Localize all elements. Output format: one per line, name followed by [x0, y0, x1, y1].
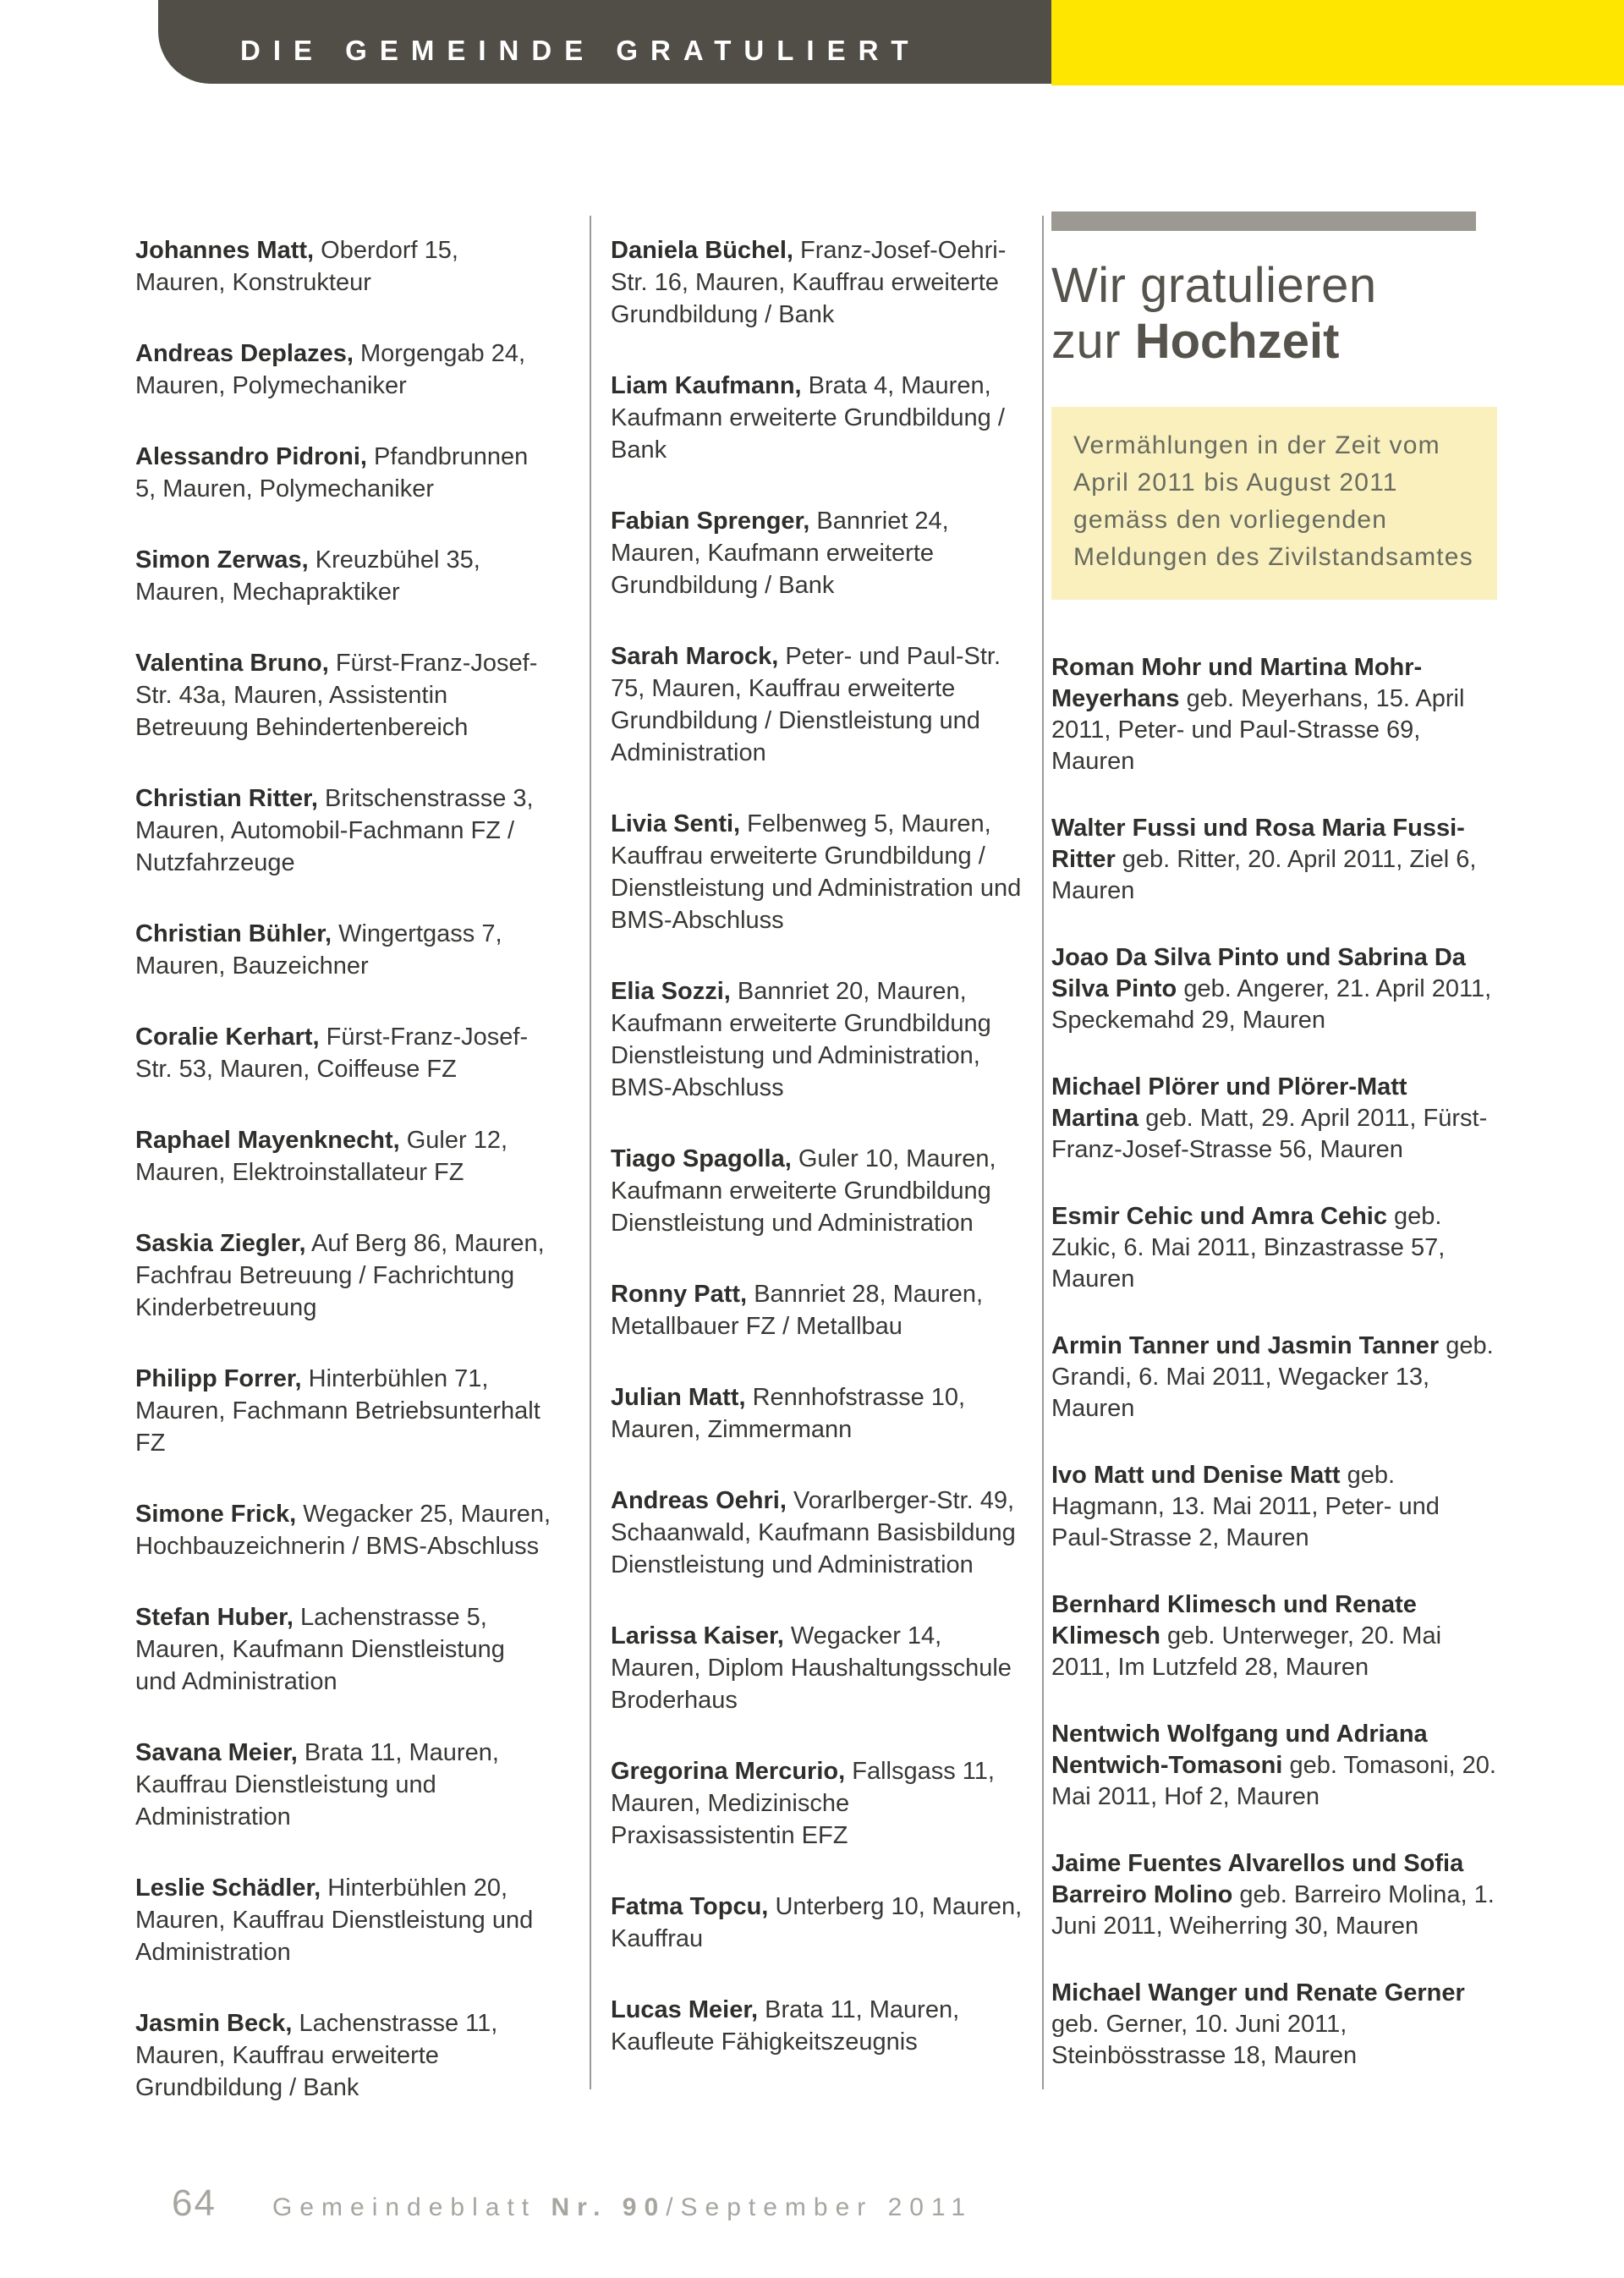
graduate-details: Lachenstrasse 11, Mauren, Kauffrau erweiterte Grundbildung / Bank: [135, 2010, 498, 2101]
graduate-name: Andreas Deplazes,: [135, 340, 354, 367]
wedding-couple-names: Nentwich Wolfgang und Adriana Nentwich-Tomasoni: [1051, 1721, 1428, 1779]
graduate-entry: [611, 1755, 1027, 1852]
wedding-entry: [1051, 1201, 1497, 1295]
graduate-details: Felbenweg 5, Mauren, Kauffrau erweiterte Grundbildung / Dienstleistung und Administration und BMS-Abschluss: [611, 810, 1022, 934]
wedding-entry: [1051, 1331, 1497, 1424]
graduate-entry: [611, 1381, 1027, 1446]
gray-accent-bar: [1051, 211, 1476, 231]
graduate-entry: [611, 640, 1027, 769]
graduates-column-2: [611, 234, 1027, 2097]
page-number: 64: [172, 2182, 217, 2224]
graduate-details: Britschenstrasse 3, Mauren, Automobil-Fachmann FZ / Nutzfahrzeuge: [135, 785, 534, 876]
wedding-details: geb. Matt, 29. April 2011, Fürst-Franz-Josef-Strasse 56, Mauren: [1051, 1105, 1488, 1163]
graduate-entry: [135, 544, 551, 608]
graduate-details: Wingertgass 7, Mauren, Bauzeichner: [135, 920, 502, 980]
weddings-heading-line2-light: zur: [1051, 314, 1122, 369]
wedding-details: geb. Ritter, 20. April 2011, Ziel 6, Mauren: [1051, 846, 1477, 904]
graduate-details: Rennhofstrasse 10, Mauren, Zimmermann: [611, 1384, 966, 1443]
wedding-couple-names: Esmir Cehic und Amra Cehic: [1051, 1203, 1387, 1230]
graduate-name: Christian Bühler,: [135, 920, 332, 947]
graduate-entry: [135, 1601, 551, 1698]
column-divider-right: [1042, 216, 1044, 2089]
graduate-entry: [611, 1143, 1027, 1239]
graduate-name: Saskia Ziegler,: [135, 1230, 306, 1257]
graduate-entry: [135, 441, 551, 505]
weddings-list: [1051, 652, 1497, 2072]
graduate-entry: [135, 918, 551, 982]
graduate-details: Bannriet 24, Mauren, Kaufmann erweiterte Grundbildung / Bank: [611, 508, 949, 599]
graduate-name: Larissa Kaiser,: [611, 1622, 784, 1649]
section-title: DIE GEMEINDE GRATULIERT: [240, 35, 921, 66]
graduate-entry: [135, 2007, 551, 2104]
graduate-details: Franz-Josef-Oehri-Str. 16, Mauren, Kauffrau erweiterte Grundbildung / Bank: [611, 237, 1007, 328]
wedding-entry: [1051, 813, 1497, 907]
graduate-name: Andreas Oehri,: [611, 1487, 787, 1514]
graduate-details: Pfandbrunnen 5, Mauren, Polymechaniker: [135, 443, 529, 502]
graduate-name: Lucas Meier,: [611, 1996, 759, 2023]
graduate-name: Valentina Bruno,: [135, 650, 329, 677]
graduate-name: Elia Sozzi,: [611, 978, 731, 1005]
graduate-details: Hinterbühlen 71, Mauren, Fachmann Betriebsunterhalt FZ: [135, 1365, 540, 1457]
wedding-couple-names: Ivo Matt und Denise Matt: [1051, 1462, 1341, 1489]
graduate-entry: [135, 1227, 551, 1324]
graduate-name: Leslie Schädler,: [135, 1875, 321, 1902]
graduate-name: Fatma Topcu,: [611, 1893, 769, 1920]
graduate-name: Julian Matt,: [611, 1384, 746, 1411]
wedding-details: geb. Barreiro Molina, 1. Juni 2011, Weiherring 30, Mauren: [1051, 1881, 1495, 1940]
graduate-name: Liam Kaufmann,: [611, 372, 802, 399]
graduate-entry: [135, 1872, 551, 1968]
wedding-couple-names: Walter Fussi und Rosa Maria Fussi-Ritter: [1051, 815, 1465, 873]
weddings-note-box: [1051, 407, 1497, 600]
graduate-name: Tiago Spagolla,: [611, 1145, 792, 1172]
wedding-entry: [1051, 1848, 1497, 1942]
weddings-column: [1051, 211, 1497, 2107]
graduate-entry: [611, 1994, 1027, 2058]
wedding-entry: [1051, 1460, 1497, 1554]
graduate-details: Brata 4, Mauren, Kaufmann erweiterte Grundbildung / Bank: [611, 372, 1005, 464]
yellow-corner-block: [1051, 0, 1624, 85]
graduate-name: Coralie Kerhart,: [135, 1024, 320, 1051]
wedding-details: geb. Angerer, 21. April 2011, Speckemahd 29, Mauren: [1051, 975, 1492, 1034]
graduate-entry: [611, 1278, 1027, 1342]
section-header-bar: [158, 0, 1051, 84]
graduate-entry: [611, 1891, 1027, 1955]
graduate-entry: [611, 370, 1027, 466]
graduate-name: Sarah Marock,: [611, 643, 779, 670]
wedding-entry: [1051, 652, 1497, 777]
graduate-entry: [135, 647, 551, 744]
weddings-heading: [1051, 258, 1497, 370]
graduate-entry: [135, 782, 551, 879]
graduate-details: Wegacker 25, Mauren, Hochbauzeichnerin / BMS-Abschluss: [135, 1501, 551, 1560]
graduate-details: Peter- und Paul-Str. 75, Mauren, Kauffrau erweiterte Grundbildung / Dienstleistung und Administration: [611, 643, 1001, 766]
wedding-couple-names: Michael Wanger und Renate Gerner: [1051, 1979, 1465, 2006]
graduate-name: Raphael Mayenknecht,: [135, 1127, 400, 1154]
graduate-entry: [135, 1124, 551, 1188]
wedding-entry: [1051, 1978, 1497, 2072]
wedding-entry: [1051, 1589, 1497, 1683]
column-divider-left: [590, 216, 591, 2089]
graduate-name: Savana Meier,: [135, 1739, 298, 1766]
wedding-entry: [1051, 1072, 1497, 1166]
wedding-details: geb. Unterweger, 20. Mai 2011, Im Lutzfeld 28, Mauren: [1051, 1622, 1442, 1681]
graduate-entry: [135, 1737, 551, 1833]
graduate-entry: [135, 1363, 551, 1459]
graduate-name: Philipp Forrer,: [135, 1365, 302, 1392]
weddings-heading-line1: Wir gratulieren: [1051, 258, 1377, 313]
graduate-name: Daniela Büchel,: [611, 237, 793, 264]
weddings-note-text: Vermählungen in der Zeit vom April 2011 bis August 2011 gemäss den vorliegenden Meldungen des Zivilstandsamtes: [1073, 431, 1473, 571]
graduate-name: Ronny Patt,: [611, 1281, 748, 1308]
wedding-couple-names: Roman Mohr und Martina Mohr-Meyerhans: [1051, 654, 1423, 712]
graduate-details: Unterberg 10, Mauren, Kauffrau: [611, 1893, 1023, 1952]
wedding-entry: [1051, 1719, 1497, 1813]
graduate-name: Christian Ritter,: [135, 785, 318, 812]
graduate-entry: [611, 975, 1027, 1104]
graduate-details: Vorarlberger-Str. 49, Schaanwald, Kaufmann Basisbildung Dienstleistung und Administration: [611, 1487, 1016, 1578]
wedding-couple-names: Joao Da Silva Pinto und Sabrina Da Silva Pinto: [1051, 944, 1466, 1002]
graduate-entry: [135, 1021, 551, 1085]
graduates-column-1: [135, 234, 551, 2143]
wedding-details: geb. Meyerhans, 15. April 2011, Peter- und Paul-Strasse 69, Mauren: [1051, 685, 1465, 775]
wedding-details: geb. Tomasoni, 20. Mai 2011, Hof 2, Mauren: [1051, 1752, 1496, 1810]
graduate-details: Guler 12, Mauren, Elektroinstallateur FZ: [135, 1127, 508, 1186]
publication-info: [272, 2193, 973, 2222]
graduate-name: Livia Senti,: [611, 810, 741, 837]
wedding-couple-names: Michael Plörer und Plörer-Matt Martina: [1051, 1073, 1407, 1132]
graduate-entry: [611, 808, 1027, 936]
graduate-name: Simon Zerwas,: [135, 546, 309, 574]
wedding-couple-names: Armin Tanner und Jasmin Tanner: [1051, 1332, 1440, 1359]
graduate-entry: [135, 234, 551, 299]
graduate-details: Auf Berg 86, Mauren, Fachfrau Betreuung / Fachrichtung Kinderbetreuung: [135, 1230, 545, 1321]
issue-number: Nr. 90: [551, 2193, 667, 2221]
graduate-name: Jasmin Beck,: [135, 2010, 293, 2037]
graduate-name: Gregorina Mercurio,: [611, 1758, 846, 1785]
graduate-details: Bannriet 20, Mauren, Kaufmann erweiterte Grundbildung Dienstleistung und Administration, BMS-Abschluss: [611, 978, 991, 1101]
graduate-details: Guler 10, Mauren, Kaufmann erweiterte Grundbildung Dienstleistung und Administration: [611, 1145, 996, 1237]
issue-date: /September 2011: [666, 2193, 974, 2221]
publication-name: Gemeindeblatt: [272, 2193, 551, 2221]
graduate-name: Johannes Matt,: [135, 237, 315, 264]
wedding-details: geb. Gerner, 10. Juni 2011, Steinbösstrasse 18, Mauren: [1051, 2011, 1358, 2069]
graduate-details: Bannriet 28, Mauren, Metallbauer FZ / Metallbau: [611, 1281, 984, 1340]
graduate-details: Fürst-Franz-Josef-Str. 43a, Mauren, Assistentin Betreuung Behindertenbereich: [135, 650, 538, 741]
graduate-details: Oberdorf 15, Mauren, Konstrukteur: [135, 237, 458, 296]
graduate-details: Wegacker 14, Mauren, Diplom Haushaltungsschule Broderhaus: [611, 1622, 1012, 1714]
wedding-entry: [1051, 942, 1497, 1036]
wedding-couple-names: Jaime Fuentes Alvarellos und Sofia Barreiro Molino: [1051, 1850, 1464, 1908]
graduate-details: Fürst-Franz-Josef-Str. 53, Mauren, Coiffeuse FZ: [135, 1024, 529, 1083]
graduate-details: Brata 11, Mauren, Kaufleute Fähigkeitszeugnis: [611, 1996, 960, 2056]
wedding-couple-names: Bernhard Klimesch und Renate Klimesch: [1051, 1591, 1417, 1649]
graduate-name: Stefan Huber,: [135, 1604, 294, 1631]
wedding-details: geb. Grandi, 6. Mai 2011, Wegacker 13, Mauren: [1051, 1332, 1494, 1422]
graduate-entry: [611, 234, 1027, 331]
graduate-entry: [611, 505, 1027, 601]
graduate-entry: [135, 338, 551, 402]
graduate-details: Brata 11, Mauren, Kauffrau Dienstleistung und Administration: [135, 1739, 499, 1831]
graduate-entry: [611, 1485, 1027, 1581]
graduate-details: Fallsgass 11, Mauren, Medizinische Praxisassistentin EFZ: [611, 1758, 995, 1849]
graduate-details: Morgengab 24, Mauren, Polymechaniker: [135, 340, 526, 399]
graduate-name: Alessandro Pidroni,: [135, 443, 367, 470]
graduate-details: Kreuzbühel 35, Mauren, Mechapraktiker: [135, 546, 480, 606]
graduate-entry: [135, 1498, 551, 1562]
graduate-name: Simone Frick,: [135, 1501, 297, 1528]
graduate-entry: [611, 1620, 1027, 1716]
weddings-heading-line2-bold: Hochzeit: [1134, 314, 1340, 369]
graduate-name: Fabian Sprenger,: [611, 508, 810, 535]
graduate-details: Lachenstrasse 5, Mauren, Kaufmann Dienstleistung und Administration: [135, 1604, 505, 1695]
wedding-details: geb. Zukic, 6. Mai 2011, Binzastrasse 57, Mauren: [1051, 1203, 1446, 1293]
wedding-details: geb. Hagmann, 13. Mai 2011, Peter- und Paul-Strasse 2, Mauren: [1051, 1462, 1440, 1551]
graduate-details: Hinterbühlen 20, Mauren, Kauffrau Dienstleistung und Administration: [135, 1875, 534, 1966]
